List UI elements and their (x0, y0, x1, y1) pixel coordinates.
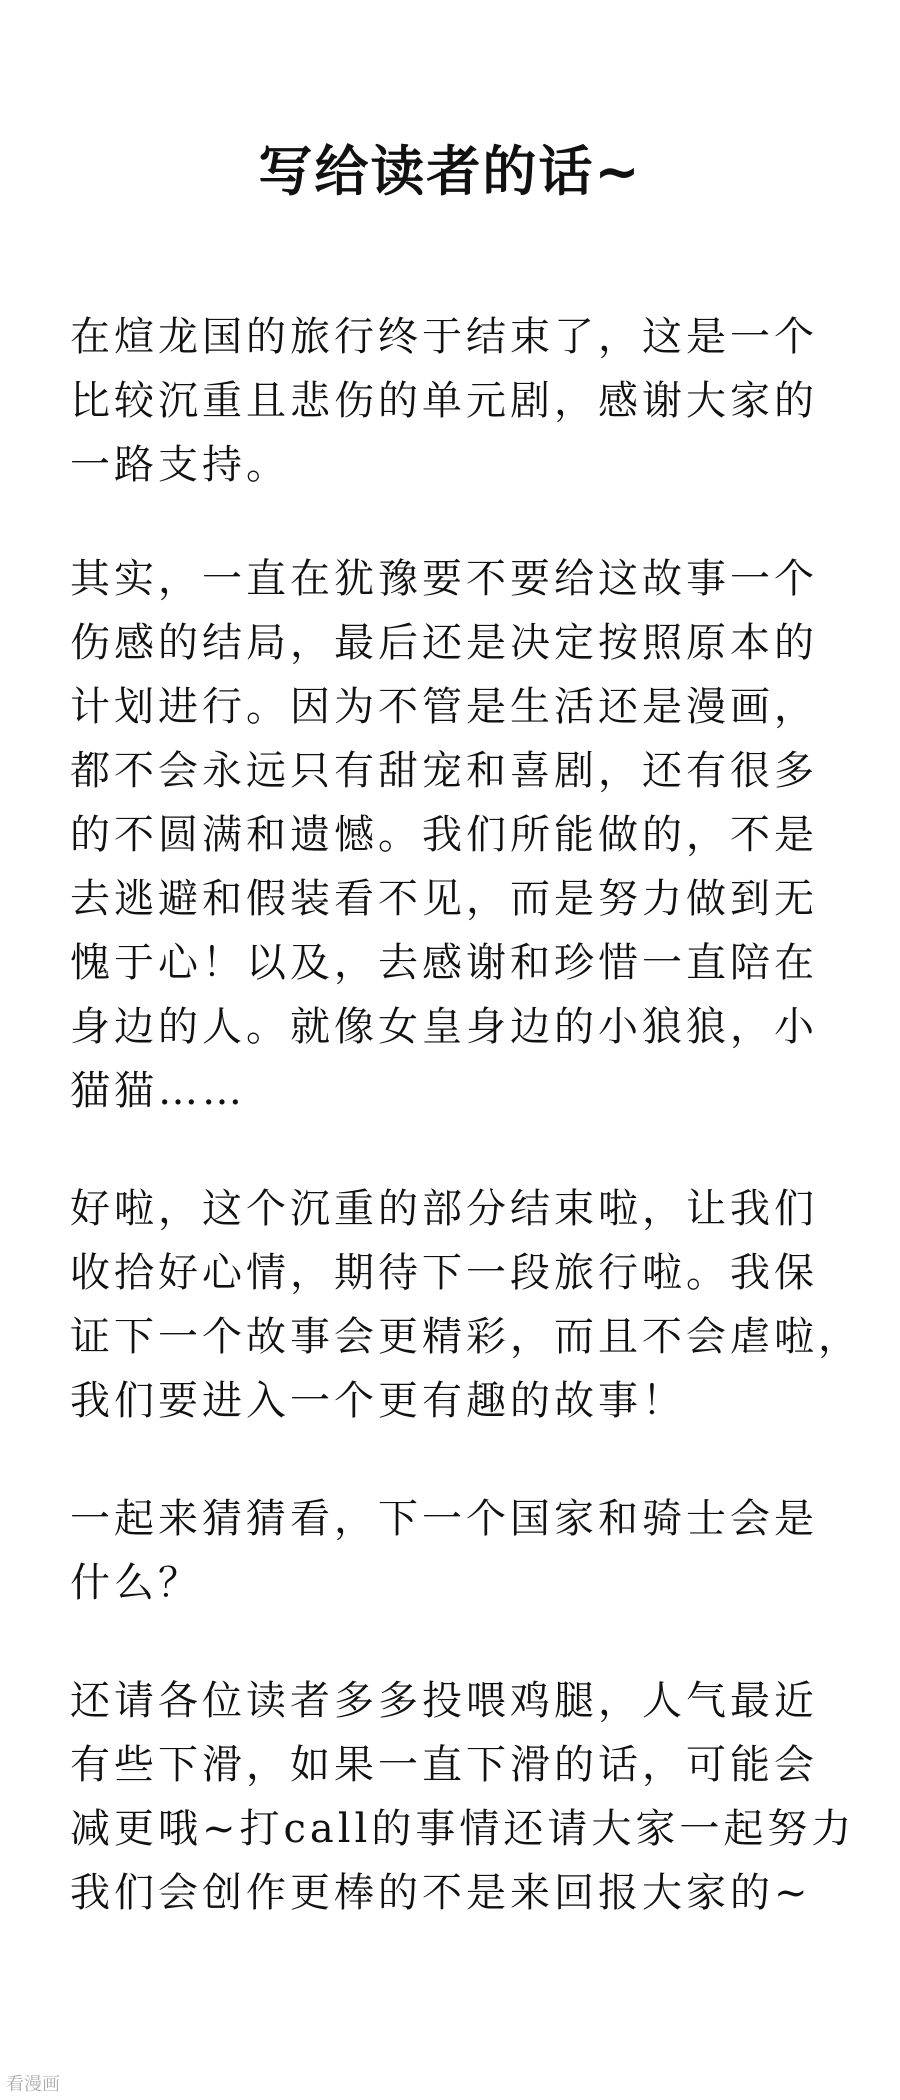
text-line: 比较沉重且悲伤的单元剧，感谢大家的 (70, 378, 818, 424)
text-line: 我们会创作更棒的不是来回报大家的~ (70, 1870, 812, 1916)
text-line: 证下一个故事会更精彩，而且不会虐啦， (70, 1314, 862, 1360)
paragraph-3 (70, 1177, 860, 1433)
text-line: 减更哦~打call的事情还请大家一起努力 (70, 1806, 856, 1852)
text-line: 伤感的结局，最后还是决定按照原本的 (70, 620, 818, 666)
paragraph-5 (70, 1669, 860, 1925)
text-line: 什么？ (70, 1560, 202, 1606)
letter-body (70, 305, 860, 1925)
text-line: 猫猫…… (70, 1068, 246, 1114)
text-line: 好啦，这个沉重的部分结束啦，让我们 (70, 1186, 818, 1232)
text-line: 都不会永远只有甜宠和喜剧，还有很多 (70, 748, 818, 794)
text-line: 一起来猜猜看，下一个国家和骑士会是 (70, 1496, 818, 1542)
text-line: 身边的人。就像女皇身边的小狼狼，小 (70, 1004, 818, 1050)
text-line: 有些下滑，如果一直下滑的话，可能会 (70, 1742, 818, 1788)
text-line: 还请各位读者多多投喂鸡腿，人气最近 (70, 1678, 818, 1724)
text-line: 愧于心！以及，去感谢和珍惜一直陪在 (70, 940, 818, 986)
text-line: 我们要进入一个更有趣的故事！ (70, 1378, 686, 1424)
watermark: 看漫画 (6, 2074, 60, 2095)
paragraph-4 (70, 1487, 860, 1615)
page-title: 写给读者的话~ (258, 140, 642, 203)
text-line: 的不圆满和遗憾。我们所能做的，不是 (70, 812, 818, 858)
text-line: 计划进行。因为不管是生活还是漫画， (70, 684, 818, 730)
text-line: 一路支持。 (70, 442, 290, 488)
paragraph-2 (70, 547, 860, 1123)
text-line: 收拾好心情，期待下一段旅行啦。我保 (70, 1250, 818, 1296)
paragraph-1 (70, 305, 860, 497)
text-line: 在煊龙国的旅行终于结束了，这是一个 (70, 314, 818, 360)
text-line: 去逃避和假装看不见，而是努力做到无 (70, 876, 818, 922)
text-line: 其实，一直在犹豫要不要给这故事一个 (70, 556, 818, 602)
